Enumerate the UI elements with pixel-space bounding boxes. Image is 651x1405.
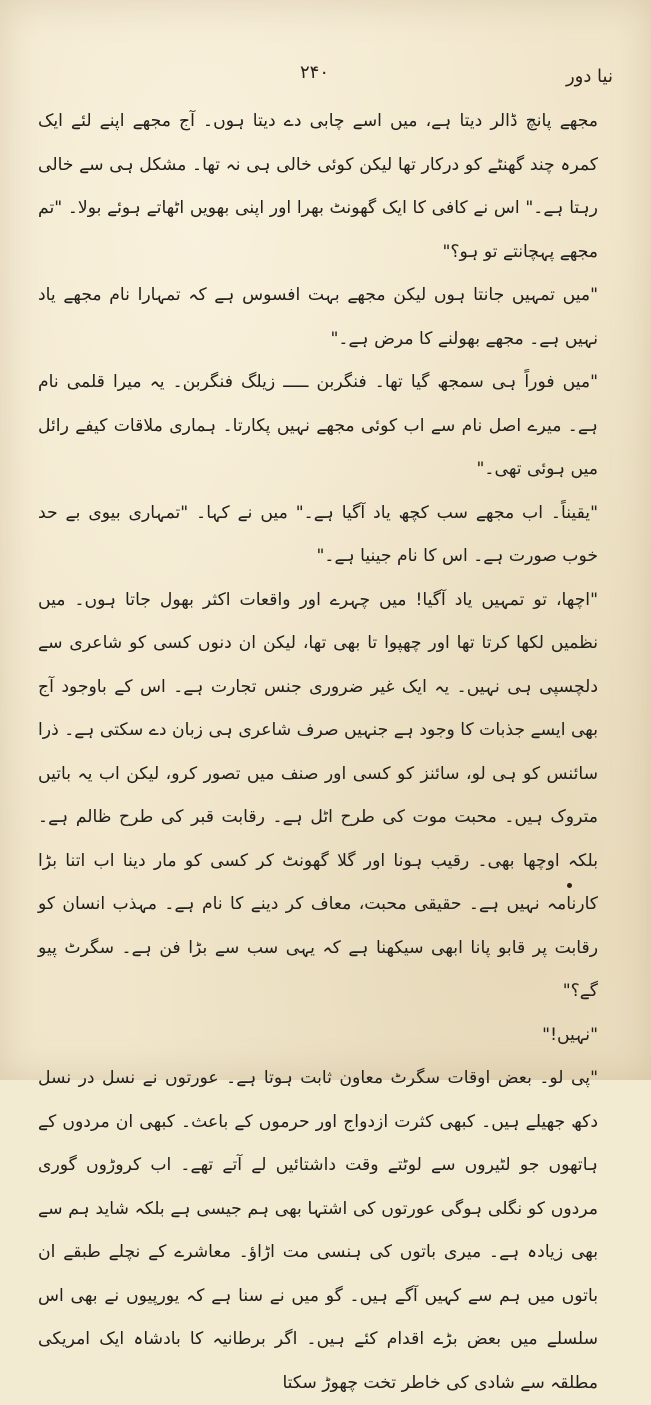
paragraph: "اچھا، تو تمہیں یاد آگیا! میں چہرے اور واقعات اکثر بھول جاتا ہوں۔ میں نظمیں لکھا کرتا تھا اور چھپوا تا بھی تھا، لیکن ان دنوں کسی کو شاعری سے دلچسپی ہی نہیں۔ یہ ایک غیر ضروری جنس تجارت ہے۔ اس کے باوجود آج بھی ایسے جذبات کا وجود ہے جنہیں صرف شاعری ہی زبان دے سکتی ہے۔ ذرا سائنس کو ہی لو، سائنز کو کسی اور صنف میں تصور کرو، لیکن اب یہ باتیں متروک ہیں۔ محبت موت کی طرح اٹل ہے۔ رقابت قبر کی طرح ظالم ہے۔ بلکہ اوچھا بھی۔ رقیب ہونا اور گلا گھونٹ کر کسی کو مار دینا اب اتنا بڑا کارنامہ نہیں ہے۔ حقیقی محبت، معاف کر دینے کا نام ہے۔ مہذب انسان کو رقابت پر قابو پانا ابھی سیکھنا ہے کہ یہی سب سے بڑا فن ہے۔ سگرٹ پیو گے؟" [38, 589, 598, 1001]
body-text [38, 100, 598, 1405]
paragraph: مجھے پانچ ڈالر دیتا ہے، میں اسے چابی دے دیتا ہوں۔ آج مجھے اپنے لئے ایک کمرہ چند گھنٹے کو درکار تھا لیکن کوئی خالی ہی نہ تھا۔ مشکل ہی سے خالی رہتا ہے۔" اس نے کافی کا ایک گھونٹ بھرا اور اپنی بھویں اٹھاتے ہوئے بولا۔ "تم مجھے پہچانتے تو ہو؟" [38, 111, 598, 262]
paragraph: "میں فوراً ہی سمجھ گیا تھا۔ فنگربن ـــــ زیلگ فنگربن۔ یہ میرا قلمی نام ہے۔ میرے اصل نام سے اب کوئی مجھے نہیں پکارتا۔ ہماری ملاقات کیفے رائل میں ہوئی تھی۔" [38, 372, 598, 479]
paragraph: "نہیں!" [542, 1024, 598, 1045]
running-title: نیا دور [565, 66, 613, 87]
margin-mark [567, 883, 572, 888]
page-number: ۲۴۰ [300, 62, 330, 83]
paragraph: "یقیناً۔ اب مجھے سب کچھ یاد آگیا ہے۔" میں نے کہا۔ "تمہاری بیوی بے حد خوب صورت ہے۔ اس کا نام جینیا ہے۔" [38, 502, 598, 566]
paragraph: "میں تمہیں جانتا ہوں لیکن مجھے بہت افسوس ہے کہ تمہارا نام مجھے یاد نہیں ہے۔ مجھے بھولنے کا مرض ہے۔" [38, 285, 598, 349]
paragraph: "پی لو۔ بعض اوقات سگرٹ معاون ثابت ہوتا ہے۔ عورتوں نے نسل در نسل دکھ جھیلے ہیں۔ کبھی کثرت ازدواج اور حرموں کے باعث۔ کبھی ان مردوں کے ہاتھوں جو لٹیروں سے لوٹتے وقت داشتائیں لے آتے تھے۔ اب کروڑوں گوری مردوں کو نگلی ہوگی عورتوں کی اشتہا بھی ہم جیسی ہے بلکہ شاید ہم سے بھی زیادہ ہے۔ میری باتوں کی ہنسی مت اڑاؤ۔ معاشرے کے نچلے طبقے ان باتوں میں ہم سے کہیں آگے ہیں۔ گو میں نے سنا ہے کہ یورپیوں نے بھی اس سلسلے میں بعض بڑے اقدام کئے ہیں۔ اگر برطانیہ کا بادشاہ ایک امریکی مطلقہ سے شادی کی خاطر تخت چھوڑ سکتا [38, 1068, 598, 1393]
page-header [30, 62, 621, 98]
